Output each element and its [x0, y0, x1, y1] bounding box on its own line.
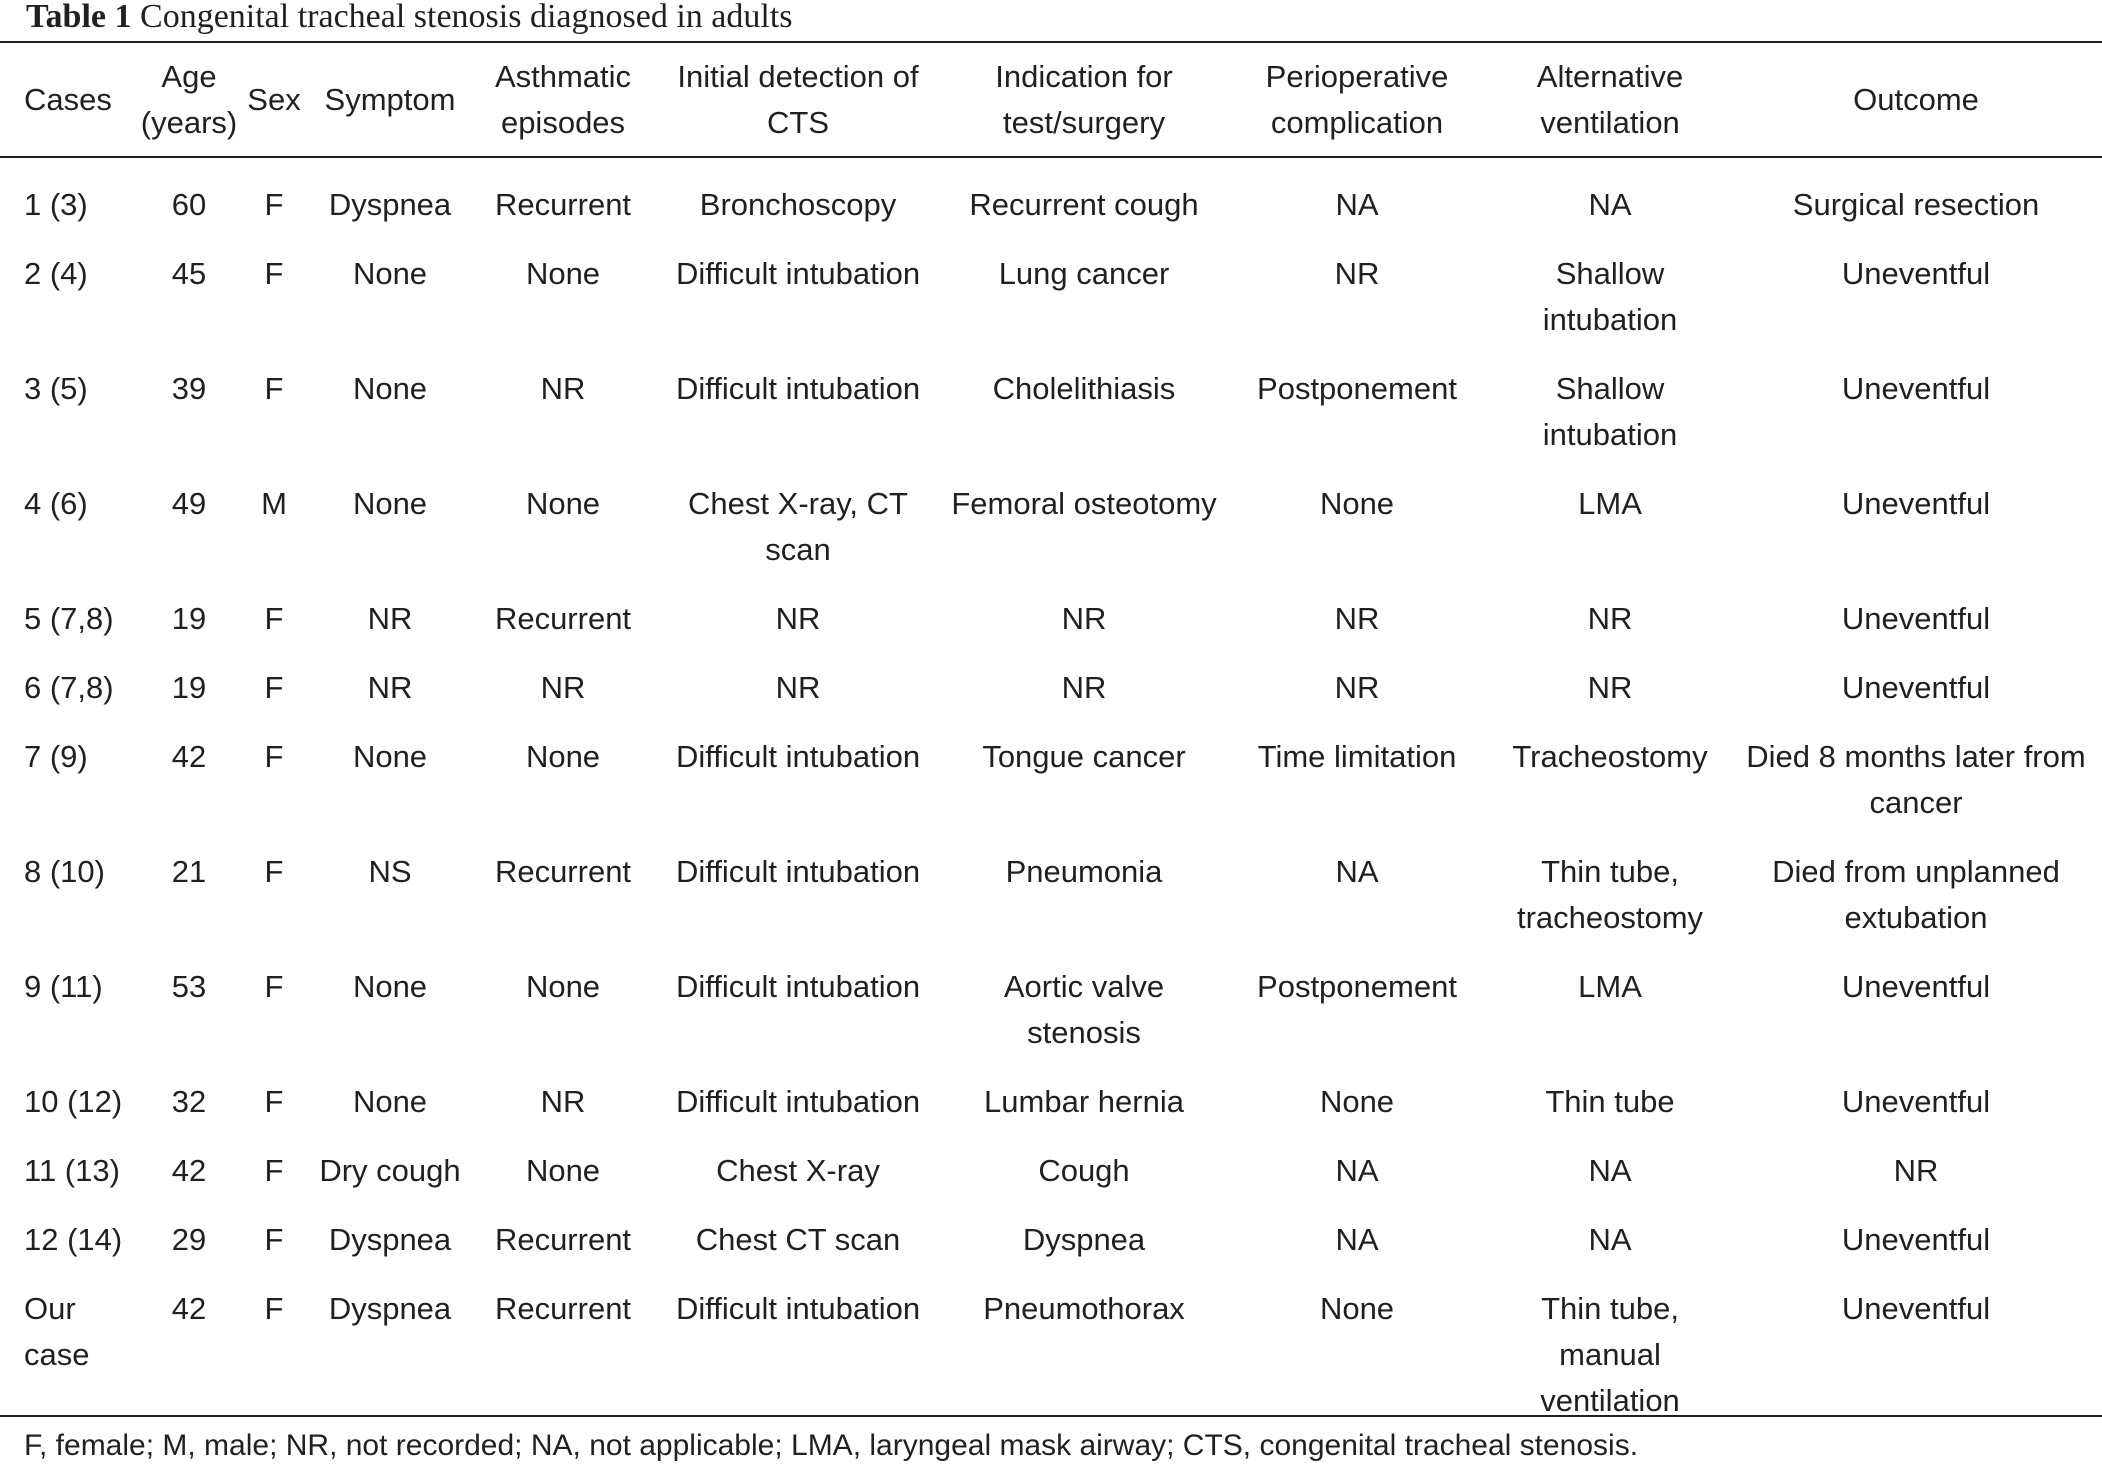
cell-symptom: NR — [367, 670, 413, 705]
cell-indication: Cough — [1038, 1153, 1130, 1188]
cell-cases: 2 (4) — [24, 256, 88, 291]
cell-sex: M — [261, 486, 287, 521]
table-caption-text: Congenital tracheal stenosis diagnosed in adults — [140, 0, 793, 35]
cell-outcome: Uneventful — [1841, 1222, 1991, 1257]
cell-initial-detection: NR — [775, 670, 821, 705]
cell-alternative-ventilation: LMA — [1578, 486, 1642, 521]
col-header-outcome: Outcome — [1853, 82, 1979, 117]
cell-initial-detection: Difficult intubation — [675, 1291, 921, 1326]
cell-symptom: None — [352, 1084, 428, 1119]
cell-alternative-ventilation: NR — [1587, 670, 1633, 705]
cell-age: 29 — [171, 1222, 207, 1257]
cell-cases: 3 (5) — [24, 371, 88, 406]
cell-cases: 11 (13) — [24, 1153, 120, 1188]
cell-indication: Femoral osteotomy — [951, 486, 1217, 521]
cell-age: 21 — [171, 854, 207, 889]
cell-initial-detection: Difficult intubation — [675, 256, 921, 291]
cell-cases: 5 (7,8) — [24, 601, 114, 636]
cell-asthmatic-episodes: Recurrent — [494, 854, 632, 889]
col-header-symptom: Symptom — [324, 82, 456, 117]
table-row — [0, 156, 2102, 228]
table-header-row — [0, 44, 2102, 156]
cell-outcome: Uneventful — [1841, 670, 1991, 705]
cell-asthmatic-episodes: Recurrent — [494, 1291, 632, 1326]
cell-outcome: Uneventful — [1841, 601, 1991, 636]
cell-symptom: None — [352, 486, 428, 521]
col-header-alternative-ventilation: Alternative ventilation — [1536, 59, 1684, 140]
cell-indication: Aortic valve stenosis — [1003, 969, 1165, 1050]
cell-initial-detection: Difficult intubation — [675, 371, 921, 406]
cell-symptom: NS — [368, 854, 412, 889]
table-caption — [26, 0, 793, 34]
cell-age: 39 — [171, 371, 207, 406]
col-header-sex: Sex — [247, 82, 301, 117]
cell-alternative-ventilation: Thin tube, manual ventilation — [1540, 1291, 1680, 1418]
cell-perioperative-complication: None — [1319, 1084, 1395, 1119]
cell-asthmatic-episodes: NR — [540, 670, 586, 705]
table-row — [0, 1194, 2102, 1263]
col-header-asthmatic-episodes: Asthmatic episodes — [494, 59, 632, 140]
cell-cases: 8 (10) — [24, 854, 105, 889]
table-footnote: F, female; M, male; NR, not recorded; NA, not applicable; LMA, laryngeal mask airway; CTS, congenital tracheal stenosis. — [24, 1429, 1639, 1462]
cell-sex: F — [264, 601, 284, 636]
col-header-indication: Indication for test/surgery — [995, 59, 1173, 140]
cell-indication: NR — [1061, 670, 1107, 705]
cell-outcome: Uneventful — [1841, 256, 1991, 291]
cell-indication: Tongue cancer — [982, 739, 1186, 774]
cell-perioperative-complication: Time limitation — [1257, 739, 1457, 774]
cell-outcome: Died from unplanned extubation — [1772, 854, 2060, 935]
cell-initial-detection: Difficult intubation — [675, 739, 921, 774]
cell-cases: 7 (9) — [24, 739, 88, 774]
cell-symptom: Dyspnea — [328, 187, 452, 222]
cell-symptom: None — [352, 256, 428, 291]
cell-outcome: Uneventful — [1841, 486, 1991, 521]
cell-cases: 12 (14) — [24, 1222, 123, 1257]
cell-age: 49 — [171, 486, 207, 521]
cell-asthmatic-episodes: Recurrent — [494, 601, 632, 636]
cell-alternative-ventilation: Shallow intubation — [1542, 256, 1678, 337]
cell-sex: F — [264, 187, 284, 222]
col-header-cases: Cases — [24, 82, 112, 117]
table-row — [0, 711, 2102, 826]
cell-outcome: Died 8 months later from cancer — [1746, 739, 2086, 820]
cell-initial-detection: Chest X-ray, CT scan — [688, 486, 908, 567]
cell-age: 45 — [171, 256, 207, 291]
cell-asthmatic-episodes: None — [525, 256, 601, 291]
cell-perioperative-complication: NR — [1334, 256, 1380, 291]
cell-age: 32 — [171, 1084, 207, 1119]
table-row — [0, 1056, 2102, 1125]
cell-cases: Our case — [24, 1291, 90, 1372]
cell-asthmatic-episodes: NR — [540, 1084, 586, 1119]
cell-outcome: Uneventful — [1841, 969, 1991, 1004]
cell-indication: Lumbar hernia — [984, 1084, 1184, 1119]
table-row — [0, 343, 2102, 458]
table-row — [0, 941, 2102, 1056]
cell-initial-detection: Chest CT scan — [695, 1222, 901, 1257]
cell-age: 60 — [171, 187, 207, 222]
cell-indication: Dyspnea — [1022, 1222, 1146, 1257]
cell-cases: 9 (11) — [24, 969, 103, 1004]
cell-initial-detection: NR — [775, 601, 821, 636]
cell-outcome: Surgical resection — [1792, 187, 2040, 222]
cell-cases: 10 (12) — [24, 1084, 123, 1119]
cell-perioperative-complication: NA — [1335, 1222, 1379, 1257]
table-row — [0, 1263, 2102, 1424]
cell-age: 19 — [171, 670, 207, 705]
cell-initial-detection: Bronchoscopy — [699, 187, 897, 222]
cell-alternative-ventilation: Thin tube, tracheostomy — [1516, 854, 1704, 935]
cell-age: 42 — [171, 1291, 207, 1326]
cell-indication: Recurrent cough — [969, 187, 1199, 222]
cell-sex: F — [264, 739, 284, 774]
cell-perioperative-complication: None — [1319, 1291, 1395, 1326]
cell-perioperative-complication: None — [1319, 486, 1395, 521]
table-row — [0, 573, 2102, 642]
cell-perioperative-complication: NA — [1335, 1153, 1379, 1188]
cell-alternative-ventilation: Shallow intubation — [1542, 371, 1678, 452]
cell-cases: 1 (3) — [24, 187, 88, 222]
cell-indication: Cholelithiasis — [992, 371, 1176, 406]
cell-perioperative-complication: NA — [1335, 187, 1379, 222]
cell-asthmatic-episodes: Recurrent — [494, 187, 632, 222]
cell-indication: Lung cancer — [998, 256, 1170, 291]
cell-symptom: Dyspnea — [328, 1291, 452, 1326]
cell-sex: F — [264, 1153, 284, 1188]
cell-outcome: Uneventful — [1841, 371, 1991, 406]
cell-age: 42 — [171, 739, 207, 774]
cell-perioperative-complication: NR — [1334, 601, 1380, 636]
cell-cases: 6 (7,8) — [24, 670, 114, 705]
cell-sex: F — [264, 1222, 284, 1257]
cell-age: 19 — [171, 601, 207, 636]
cell-initial-detection: Difficult intubation — [675, 854, 921, 889]
cell-alternative-ventilation: NA — [1588, 1222, 1632, 1257]
table-row — [0, 458, 2102, 573]
cell-symptom: None — [352, 739, 428, 774]
cell-alternative-ventilation: Thin tube — [1545, 1084, 1675, 1119]
cell-asthmatic-episodes: None — [525, 969, 601, 1004]
cell-alternative-ventilation: Tracheostomy — [1512, 739, 1708, 774]
cell-age: 53 — [171, 969, 207, 1004]
col-header-age: Age (years) — [140, 59, 238, 140]
table-top-rule — [0, 41, 2102, 43]
cell-initial-detection: Chest X-ray — [716, 1153, 880, 1188]
table-row — [0, 826, 2102, 941]
cell-perioperative-complication: NR — [1334, 670, 1380, 705]
table-row — [0, 1125, 2102, 1194]
cell-sex: F — [264, 371, 284, 406]
cell-outcome: NR — [1893, 1153, 1939, 1188]
cell-sex: F — [264, 670, 284, 705]
cell-symptom: None — [352, 371, 428, 406]
cell-asthmatic-episodes: None — [525, 486, 601, 521]
cell-asthmatic-episodes: None — [525, 1153, 601, 1188]
cell-symptom: Dry cough — [319, 1153, 461, 1188]
cell-sex: F — [264, 969, 284, 1004]
cell-symptom: None — [352, 969, 428, 1004]
cell-sex: F — [264, 854, 284, 889]
cell-outcome: Uneventful — [1841, 1291, 1991, 1326]
col-header-perioperative-complication: Perioperative complication — [1265, 59, 1449, 140]
cell-asthmatic-episodes: NR — [540, 371, 586, 406]
cell-sex: F — [264, 256, 284, 291]
cell-alternative-ventilation: NA — [1588, 1153, 1632, 1188]
cell-alternative-ventilation: LMA — [1578, 969, 1642, 1004]
cell-alternative-ventilation: NR — [1587, 601, 1633, 636]
cell-sex: F — [264, 1291, 284, 1326]
cell-sex: F — [264, 1084, 284, 1119]
cell-alternative-ventilation: NA — [1588, 187, 1632, 222]
cell-indication: Pneumonia — [1005, 854, 1163, 889]
cell-cases: 4 (6) — [24, 486, 88, 521]
table-caption-label: Table 1 — [26, 0, 132, 35]
cell-indication: NR — [1061, 601, 1107, 636]
cell-perioperative-complication: Postponement — [1257, 371, 1457, 406]
cell-outcome: Uneventful — [1841, 1084, 1991, 1119]
cell-asthmatic-episodes: Recurrent — [494, 1222, 632, 1257]
cell-initial-detection: Difficult intubation — [675, 969, 921, 1004]
cell-perioperative-complication: NA — [1335, 854, 1379, 889]
cell-symptom: Dyspnea — [328, 1222, 452, 1257]
cell-initial-detection: Difficult intubation — [675, 1084, 921, 1119]
col-header-initial-detection: Initial detection of CTS — [677, 59, 919, 140]
table-row — [0, 228, 2102, 343]
cell-age: 42 — [171, 1153, 207, 1188]
cell-asthmatic-episodes: None — [525, 739, 601, 774]
cell-symptom: NR — [367, 601, 413, 636]
table-body — [0, 156, 2102, 1424]
cell-indication: Pneumothorax — [983, 1291, 1185, 1326]
data-table — [0, 44, 2102, 1424]
cell-perioperative-complication: Postponement — [1257, 969, 1457, 1004]
table-row — [0, 642, 2102, 711]
